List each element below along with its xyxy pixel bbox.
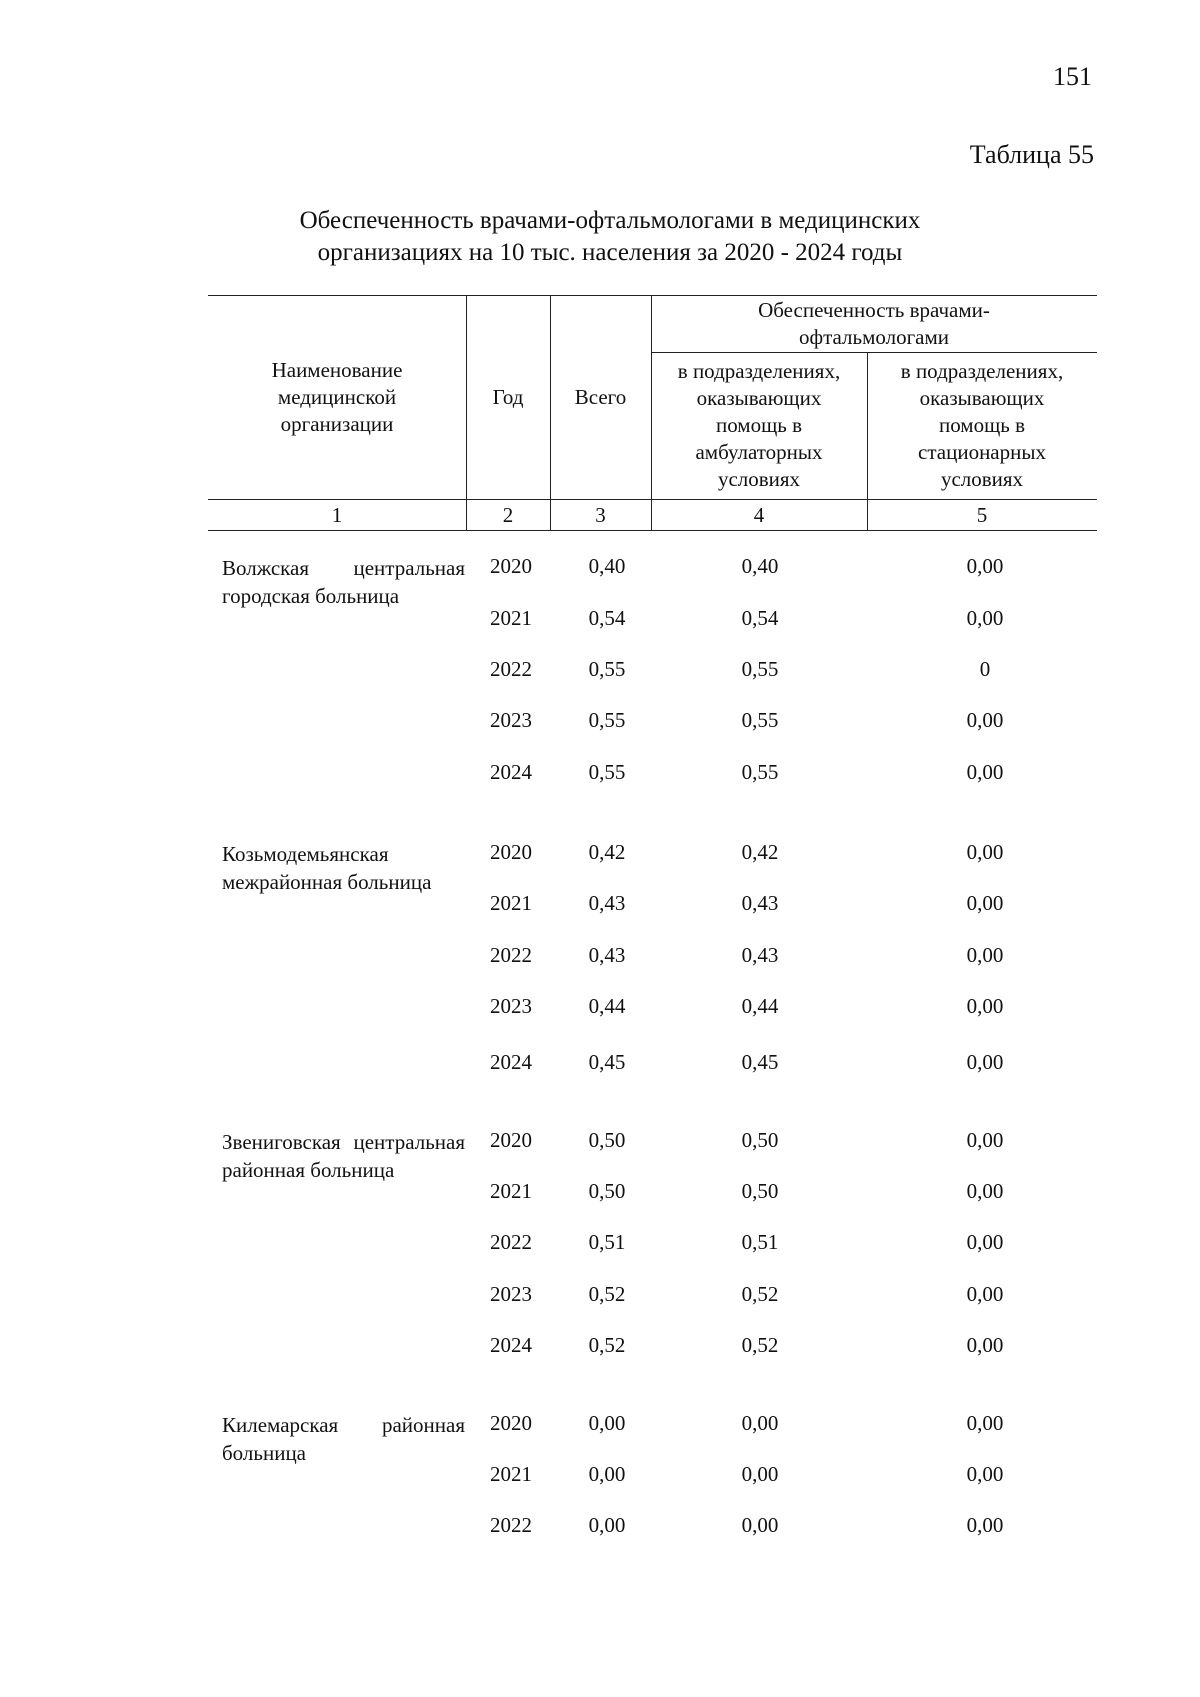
- ambulatory-cell: 0,00: [741, 1411, 779, 1435]
- year-cell: 2022: [490, 1230, 532, 1254]
- total-cell: 0,00: [588, 1462, 626, 1486]
- col-number-4: 4: [753, 503, 765, 527]
- total-cell: 0,50: [588, 1179, 626, 1203]
- year-cell: 2023: [490, 994, 532, 1018]
- table-row: [0, 1408, 1200, 1438]
- col-number-3: 3: [595, 503, 606, 527]
- col-number-5: 5: [976, 503, 988, 527]
- table-row: [0, 1047, 1200, 1077]
- total-cell: 0,52: [588, 1282, 626, 1306]
- header-org-name: Наименование медицинской организации: [271, 357, 403, 436]
- year-cell: 2024: [490, 1050, 532, 1074]
- year-cell: 2021: [490, 1462, 532, 1486]
- ambulatory-cell: 0,43: [741, 891, 779, 915]
- table-label: Таблица 55: [969, 140, 1094, 169]
- table-title-line-2: организациях на 10 тыс. населения за 2020 - 2024 годы: [317, 239, 903, 266]
- stationary-cell: 0,00: [966, 840, 1004, 864]
- year-cell: 2020: [490, 1411, 532, 1435]
- stationary-cell: 0,00: [966, 1333, 1004, 1357]
- year-cell: 2024: [490, 1333, 532, 1357]
- ambulatory-cell: 0,52: [741, 1282, 779, 1306]
- stationary-cell: 0,00: [966, 1128, 1004, 1152]
- year-cell: 2021: [490, 891, 532, 915]
- total-cell: 0,43: [588, 891, 626, 915]
- ambulatory-cell: 0,45: [741, 1050, 779, 1074]
- year-cell: 2022: [490, 943, 532, 967]
- table-row: [0, 654, 1200, 684]
- stationary-cell: 0,00: [966, 891, 1004, 915]
- table-row: [0, 888, 1200, 918]
- ambulatory-cell: 0,00: [741, 1513, 779, 1537]
- total-cell: 0,00: [588, 1411, 626, 1435]
- stationary-cell: 0,00: [966, 1179, 1004, 1203]
- ambulatory-cell: 0,50: [741, 1128, 779, 1152]
- org-name: Волжская центральная городская больница: [222, 556, 465, 608]
- stationary-cell: 0,00: [966, 994, 1004, 1018]
- ambulatory-cell: 0,55: [741, 708, 779, 732]
- ambulatory-cell: 0,55: [741, 657, 779, 681]
- table-row: [0, 1227, 1200, 1257]
- table-header: [208, 295, 1097, 531]
- stationary-cell: 0,00: [966, 708, 1004, 732]
- stationary-cell: 0,00: [966, 1462, 1004, 1486]
- org-name: Козьмодемьянская межрайонная больница: [222, 842, 432, 894]
- col-number-2: 2: [502, 503, 514, 527]
- stationary-cell: 0: [979, 657, 991, 681]
- total-cell: 0,42: [588, 840, 626, 864]
- total-cell: 0,45: [588, 1050, 626, 1074]
- stationary-cell: 0,00: [966, 1513, 1004, 1537]
- stationary-cell: 0,00: [966, 943, 1004, 967]
- ambulatory-cell: 0,42: [741, 840, 779, 864]
- total-cell: 0,50: [588, 1128, 626, 1152]
- ambulatory-cell: 0,43: [741, 943, 779, 967]
- stationary-cell: 0,00: [966, 1282, 1004, 1306]
- total-cell: 0,40: [588, 554, 626, 578]
- stationary-cell: 0,00: [966, 760, 1004, 784]
- year-cell: 2024: [490, 760, 532, 784]
- header-ambulatory: в подразделениях, оказывающих помощь в амбулаторных условиях: [677, 359, 841, 491]
- ambulatory-cell: 0,00: [741, 1462, 779, 1486]
- page-number: 151: [1053, 62, 1092, 91]
- ambulatory-cell: 0,44: [741, 994, 779, 1018]
- total-cell: 0,43: [588, 943, 626, 967]
- table-title: [180, 205, 1040, 269]
- header-mid-rule: [208, 499, 1097, 500]
- header-total: Всего: [574, 384, 627, 409]
- total-cell: 0,55: [588, 708, 626, 732]
- year-cell: 2023: [490, 708, 532, 732]
- table-row: [0, 1125, 1200, 1155]
- table-row: [0, 940, 1200, 970]
- stationary-cell: 0,00: [966, 1230, 1004, 1254]
- org-name: Килемарская районная больница: [222, 1413, 465, 1465]
- table-row: [0, 705, 1200, 735]
- total-cell: 0,44: [588, 994, 626, 1018]
- stationary-cell: 0,00: [966, 606, 1004, 630]
- total-cell: 0,55: [588, 760, 626, 784]
- year-cell: 2020: [490, 1128, 532, 1152]
- year-cell: 2020: [490, 840, 532, 864]
- ambulatory-cell: 0,52: [741, 1333, 779, 1357]
- total-cell: 0,55: [588, 657, 626, 681]
- table-title-line-1: Обеспеченность врачами-офтальмологами в медицинских: [299, 207, 921, 234]
- table-row: [0, 991, 1200, 1021]
- col-number-1: 1: [331, 503, 343, 527]
- total-cell: 0,51: [588, 1230, 626, 1254]
- table-row: [0, 1279, 1200, 1309]
- table-row: [0, 1459, 1200, 1489]
- total-cell: 0,52: [588, 1333, 626, 1357]
- header-stationary: в подразделениях, оказывающих помощь в стационарных условиях: [900, 359, 1064, 491]
- ambulatory-cell: 0,51: [741, 1230, 779, 1254]
- table-row: [0, 603, 1200, 633]
- header-year: Год: [492, 384, 524, 409]
- stationary-cell: 0,00: [966, 1411, 1004, 1435]
- ambulatory-cell: 0,40: [741, 554, 779, 578]
- year-cell: 2022: [490, 1513, 532, 1537]
- year-cell: 2021: [490, 606, 532, 630]
- table-row: [0, 1510, 1200, 1540]
- year-cell: 2021: [490, 1179, 532, 1203]
- ambulatory-cell: 0,54: [741, 606, 779, 630]
- header-group: Обеспеченность врачами-офтальмологами: [758, 297, 990, 349]
- table-row: [0, 757, 1200, 787]
- table-row: [0, 1330, 1200, 1360]
- ambulatory-cell: 0,50: [741, 1179, 779, 1203]
- year-cell: 2020: [490, 554, 532, 578]
- year-cell: 2023: [490, 1282, 532, 1306]
- table-row: [0, 551, 1200, 581]
- stationary-cell: 0,00: [966, 1050, 1004, 1074]
- header-bottom-rule: [208, 530, 1097, 531]
- stationary-cell: 0,00: [966, 554, 1004, 578]
- ambulatory-cell: 0,55: [741, 760, 779, 784]
- org-name: Звениговская центральная районная больница: [222, 1130, 465, 1182]
- total-cell: 0,54: [588, 606, 626, 630]
- table-row: [0, 1176, 1200, 1206]
- total-cell: 0,00: [588, 1513, 626, 1537]
- table-row: [0, 837, 1200, 867]
- year-cell: 2022: [490, 657, 532, 681]
